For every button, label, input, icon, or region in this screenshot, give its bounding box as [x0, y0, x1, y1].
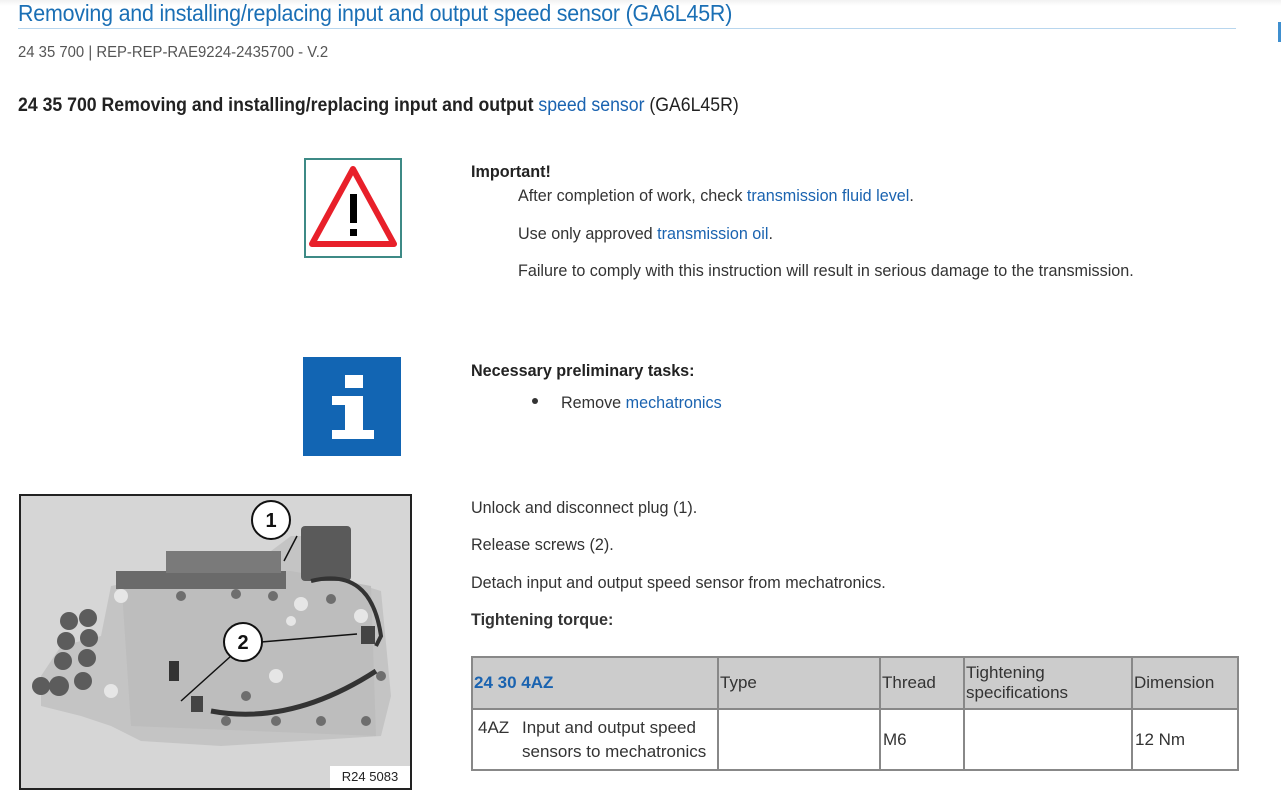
step-2: Release screws (2).: [471, 535, 614, 554]
callout-1: 1: [265, 510, 277, 532]
step-1: Unlock and disconnect plug (1).: [471, 498, 698, 517]
figure-label: R24 5083: [330, 766, 410, 788]
heading-prefix: 24 35 700 Removing and installing/replacing input and output: [18, 95, 539, 116]
important-line-3: Failure to comply with this instruction will result in serious damage to the transmission.: [518, 261, 1134, 280]
info-icon: [303, 357, 401, 456]
callout-2: 2: [237, 632, 249, 654]
header-type: Type: [718, 657, 880, 709]
warning-triangle-icon: [304, 158, 402, 258]
header-thread: Thread: [880, 657, 964, 709]
transmission-oil-link[interactable]: transmission oil: [657, 224, 769, 243]
header-dimension: Dimension: [1132, 657, 1238, 709]
torque-table: [471, 656, 1239, 771]
row-code: 4AZ: [478, 717, 510, 737]
tightening-torque-label: Tightening torque:: [471, 610, 614, 629]
mechatronics-link[interactable]: mechatronics: [625, 393, 722, 412]
section-heading: [18, 95, 739, 117]
row-desc-line2: sensors to mechatronics: [522, 741, 707, 761]
important-label: Important!: [471, 162, 551, 181]
bullet-icon: [532, 398, 538, 404]
document-id: 24 35 700 | REP-REP-RAE9224-2435700 - V.2: [18, 44, 329, 61]
preliminary-item: Remove mechatronics: [561, 393, 722, 412]
step-3: Detach input and output speed sensor from mechatronics.: [471, 573, 886, 592]
transmission-fluid-level-link[interactable]: transmission fluid level: [746, 186, 910, 205]
cell-dimension: 12 Nm: [1132, 709, 1238, 770]
cell-thread: M6: [880, 709, 964, 770]
header-spec: Tightening specifications: [964, 657, 1132, 709]
row-desc-line1: Input and output speed: [522, 717, 696, 737]
heading-suffix: (GA6L45R): [644, 95, 739, 116]
cell-type: [718, 709, 880, 770]
table-row: [472, 709, 1238, 770]
mechatronics-illustration: [21, 496, 410, 788]
preliminary-label: Necessary preliminary tasks:: [471, 361, 695, 380]
mechatronics-figure: [19, 494, 412, 790]
important-line-2: Use only approved transmission oil.: [518, 224, 773, 243]
table-header-row: [472, 657, 1238, 709]
speed-sensor-link[interactable]: speed sensor: [538, 95, 645, 116]
important-line-1: After completion of work, check transmission fluid level.: [518, 186, 914, 205]
cell-description: [472, 709, 718, 770]
title-divider: [18, 28, 1236, 29]
header-code-link[interactable]: 24 30 4AZ: [472, 657, 718, 709]
page-title: Removing and installing/replacing input and output speed sensor (GA6L45R): [18, 0, 733, 26]
cell-spec: [964, 709, 1132, 770]
